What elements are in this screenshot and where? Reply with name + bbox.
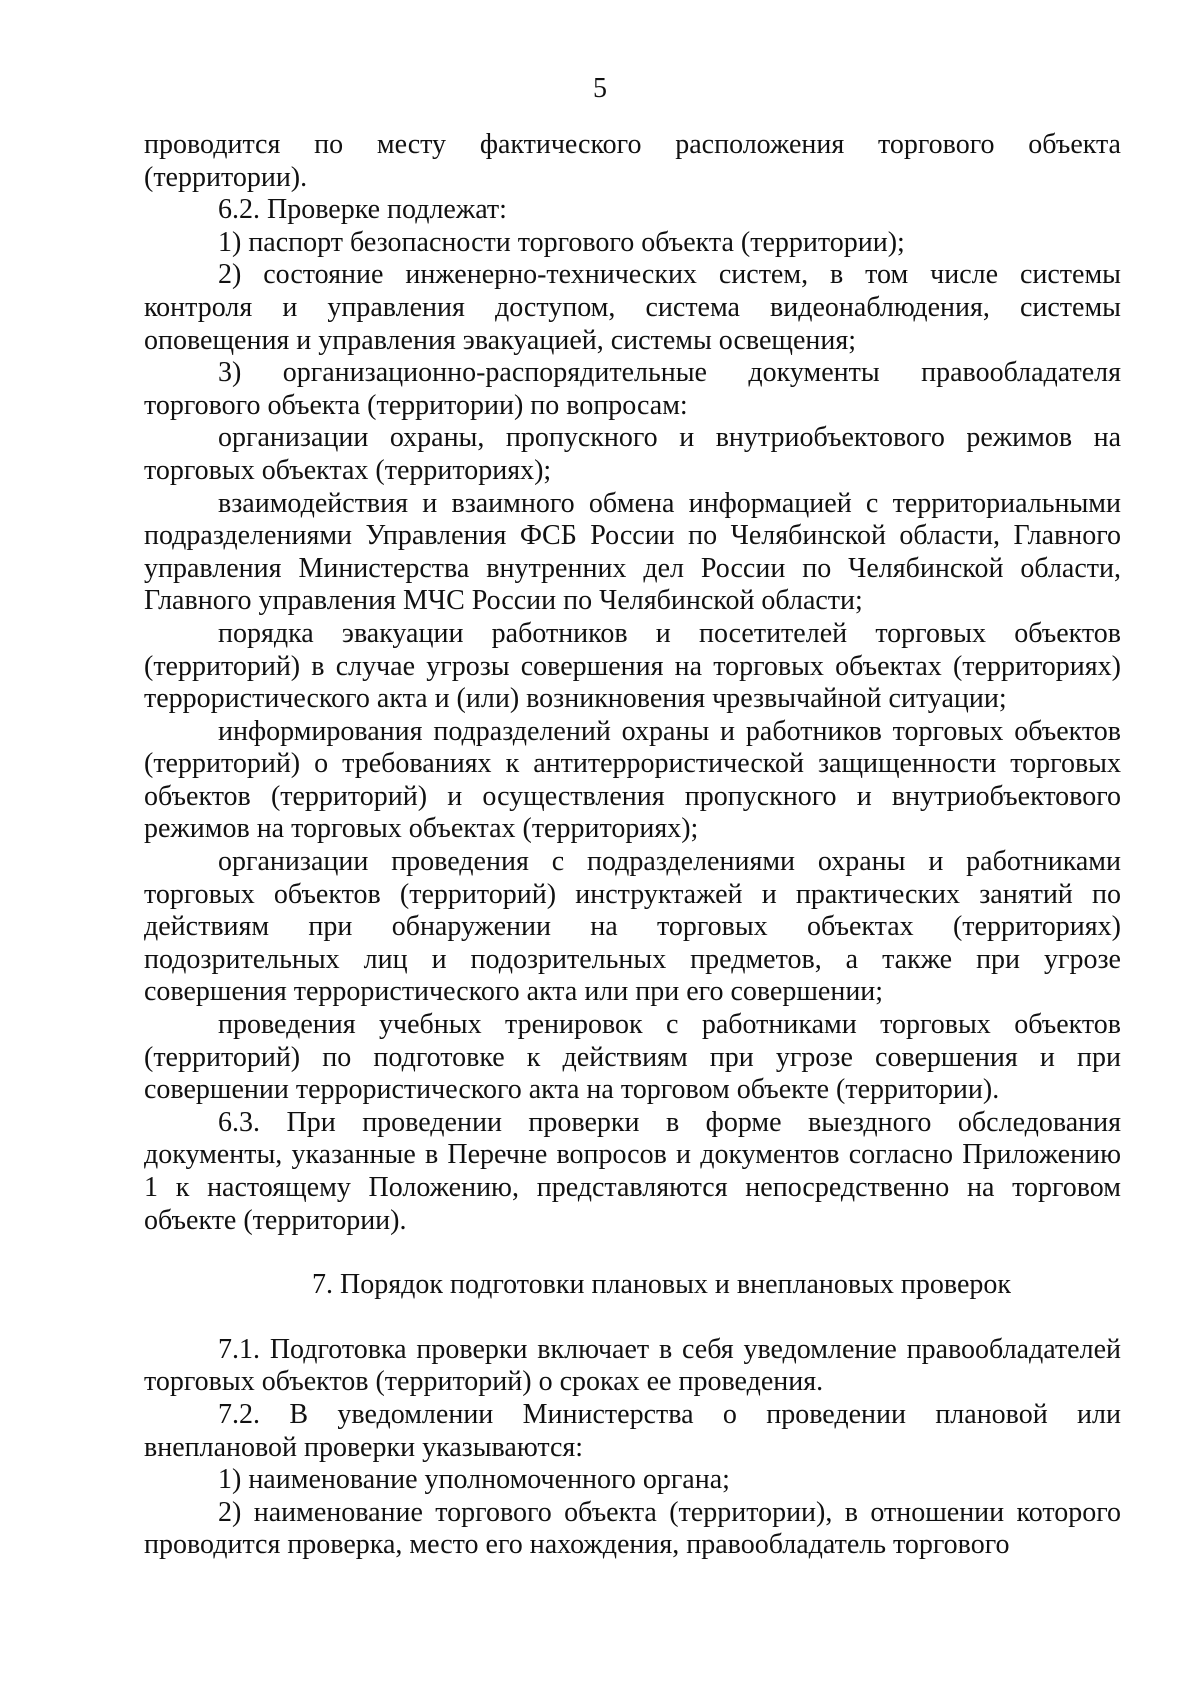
document-body xyxy=(144,129,1121,1562)
sub-item: организации охраны, пропускного и внутриобъектового режимов на торговых объектах (территориях); xyxy=(144,422,1121,486)
list-item: 1) наименование уполномоченного органа; xyxy=(218,1464,730,1496)
sub-item: порядка эвакуации работников и посетителей торговых объектов (территорий) в случае угрозы совершения на торговых объектах (территориях) террористического акта и (или) возникновения чрезвычайной ситуации; xyxy=(144,617,1121,715)
sub-item: проведения учебных тренировок с работниками торговых объектов (территорий) по подготовке к действиям при угрозе совершения и при совершении террористического акта на торговом объекте (территории). xyxy=(144,1009,1121,1106)
list-item: 2) состояние инженерно-технических систем, в том числе системы контроля и управления доступом, система видеонаблюдения, системы оповещения и управления эвакуацией, системы освещения; xyxy=(144,259,1121,356)
list-item: 1) паспорт безопасности торгового объекта (территории); xyxy=(218,226,905,258)
paragraph: проводится по месту фактического расположения торгового объекта (территории). xyxy=(144,129,1121,193)
page-number: 5 xyxy=(593,73,607,104)
section-heading: 7. Порядок подготовки плановых и внеплановых проверок xyxy=(312,1269,1011,1301)
list-item: 2) наименование торгового объекта (территории), в отношении которого проводится проверка, место его нахождения, правообладатель торгового xyxy=(144,1496,1121,1561)
paragraph: 6.3. При проведении проверки в форме выездного обследования документы, указанные в Перечне вопросов и документов согласно Приложению 1 к настоящему Положению, представляются непосредственно на торговом объекте (территории). xyxy=(144,1106,1121,1236)
paragraph: 7.2. В уведомлении Министерства о проведении плановой или внеплановой проверки указываются: xyxy=(144,1398,1121,1463)
sub-item: организации проведения с подразделениями охраны и работниками торговых объектов (территорий) инструктажей и практических занятий по действиям при обнаружении на торговых объектах (территориях) подозрительных лиц и подозрительных предметов, а также при угрозе совершения террористического акта или при его совершении; xyxy=(144,846,1121,1008)
sub-item: взаимодействия и взаимного обмена информацией с территориальными подразделениями Управления ФСБ России по Челябинской области, Главного управления Министерства внутренних дел России по Челябинской области, Главного управления МЧС России по Челябинской области; xyxy=(144,487,1121,617)
paragraph: 7.1. Подготовка проверки включает в себя уведомление правообладателей торговых объектов (территорий) о сроках ее проведения. xyxy=(144,1333,1121,1398)
paragraph: 6.2. Проверке подлежат: xyxy=(218,194,507,226)
list-item: 3) организационно-распорядительные документы правообладателя торгового объекта (территории) по вопросам: xyxy=(144,357,1121,421)
sub-item: информирования подразделений охраны и работников торговых объектов (территорий) о требованиях к антитеррористической защищенности торговых объектов (территорий) и осуществления пропускного и внутриобъектового режимов на торговых объектах (территориях); xyxy=(144,715,1121,845)
